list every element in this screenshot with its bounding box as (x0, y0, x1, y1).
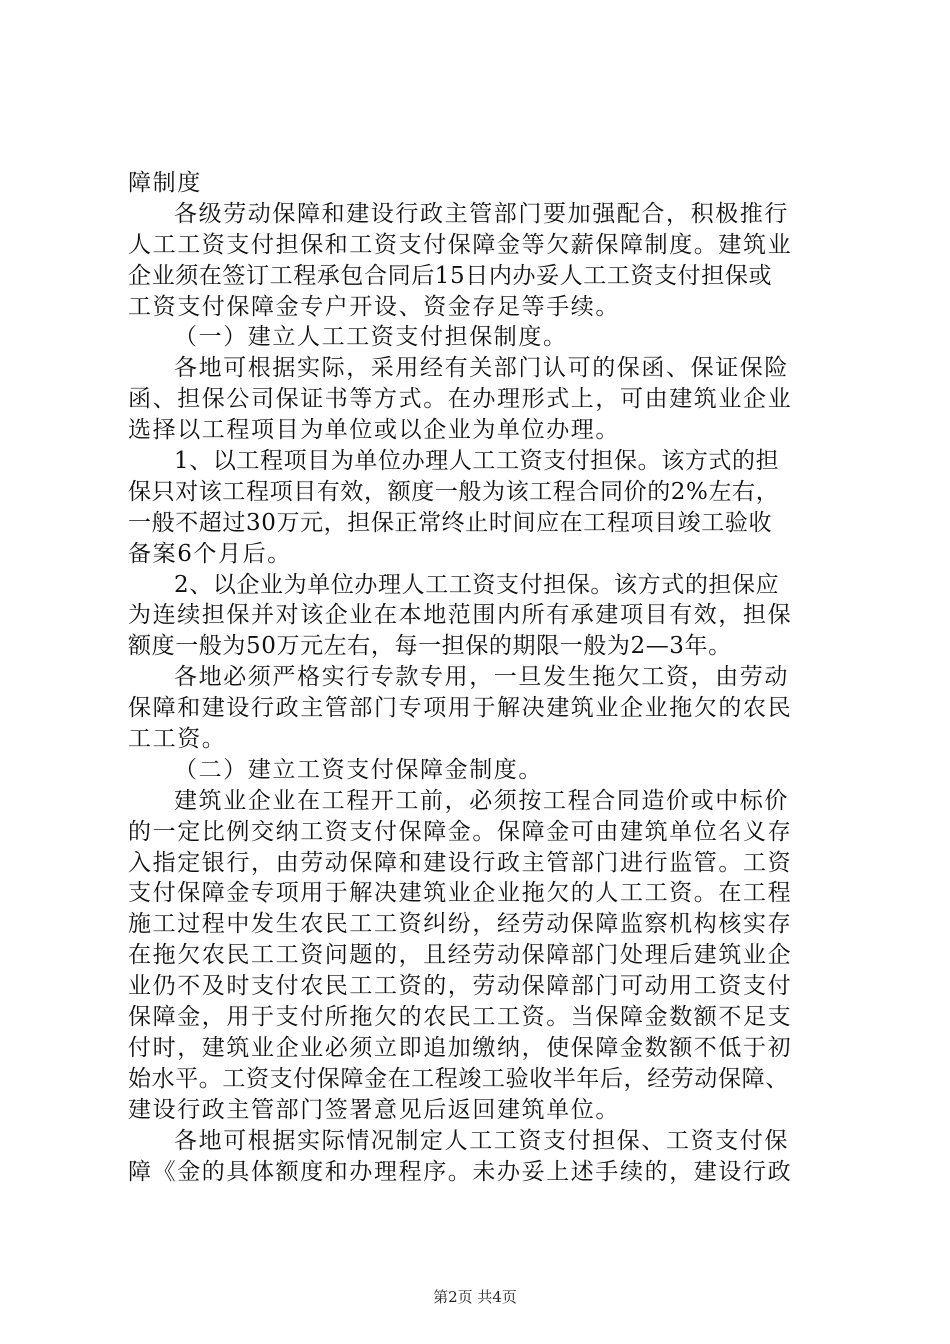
text-line: 保障金，用于支付所拖欠的农民工工资。当保障金数额不足支 (128, 1004, 793, 1031)
text-line: 工资支付保障金专户开设、资金存足等手续。 (128, 293, 620, 320)
text-line: 保障和建设行政主管部门专项用于解决建筑业企业拖欠的农民 (128, 695, 793, 722)
paragraph-first-line: 各地可根据实际情况制定人工工资支付担保、工资支付保 (174, 1127, 789, 1154)
text-line: 一般不超过30万元，担保正常终止时间应在工程项目竣工验收 (128, 509, 773, 536)
paragraph-first-line: 2、以企业为单位办理人工工资支付担保。该方式的担保应 (174, 571, 780, 598)
text-line: 付时，建筑业企业必须立即追加缴纳，使保障金数额不低于初 (128, 1034, 793, 1061)
text-line: 选择以工程项目为单位或以企业为单位办理。 (128, 417, 620, 444)
text-line: 人工工资支付担保和工资支付保障金等欠薪保障制度。建筑业 (128, 231, 793, 258)
paragraph-first-line: 1、以工程项目为单位办理人工工资支付担保。该方式的担 (174, 448, 780, 475)
text-line: 在拖欠农民工工资问题的，且经劳动保障部门处理后建筑业企 (128, 942, 793, 969)
text-line: 建设行政主管部门签署意见后返回建筑单位。 (128, 1096, 620, 1123)
text-line: 障制度 (128, 170, 202, 196)
page-number-footer: 第2页 共4页 (433, 1288, 517, 1306)
document-body (128, 168, 838, 1187)
text-line: 始水平。工资支付保障金在工程竣工验收半年后，经劳动保障、 (128, 1065, 789, 1092)
text-line: 施工过程中发生农民工工资纠纷，经劳动保障监察机构核实存 (128, 911, 793, 938)
text-line: 额度一般为50万元左右，每一担保的期限一般为2—3年。 (128, 633, 732, 660)
text-line: 支付保障金专项用于解决建筑业企业拖欠的人工工资。在工程 (128, 880, 793, 907)
text-line: 的一定比例交纳工资支付保障金。保障金可由建筑单位名义存 (128, 818, 793, 845)
text-line: 业仍不及时支付农民工工资的，劳动保障部门可动用工资支付 (128, 973, 793, 1000)
section-heading-2: （二）建立工资支付保障金制度。 (174, 756, 543, 783)
paragraph-first-line: 各级劳动保障和建设行政主管部门要加强配合，积极推行 (174, 200, 789, 227)
text-line: 企业须在签订工程承包合同后15日内办妥人工工资支付担保或 (128, 262, 773, 289)
paragraph-first-line: 各地必须严格实行专款专用，一旦发生拖欠工资，由劳动 (174, 664, 789, 691)
text-line: 备案6个月后。 (128, 540, 292, 567)
text-line: 保只对该工程项目有效，额度一般为该工程合同价的2%左右， (128, 478, 780, 505)
text-line: 函、担保公司保证书等方式。在办理形式上，可由建筑业企业 (128, 386, 793, 413)
paragraph-first-line: 建筑业企业在工程开工前，必须按工程合同造价或中标价 (174, 787, 789, 814)
section-heading-1: （一）建立人工工资支付担保制度。 (174, 324, 568, 351)
text-line: 工工资。 (128, 726, 227, 753)
text-line: 入指定银行，由劳动保障和建设行政主管部门进行监管。工资 (128, 849, 793, 876)
text-line: 障《金的具体额度和办理程序。未办妥上述手续的，建设行政 (128, 1158, 793, 1185)
paragraph-first-line: 各地可根据实际，采用经有关部门认可的保函、保证保险 (174, 355, 789, 382)
text-line: 为连续担保并对该企业在本地范围内所有承建项目有效，担保 (128, 602, 793, 629)
